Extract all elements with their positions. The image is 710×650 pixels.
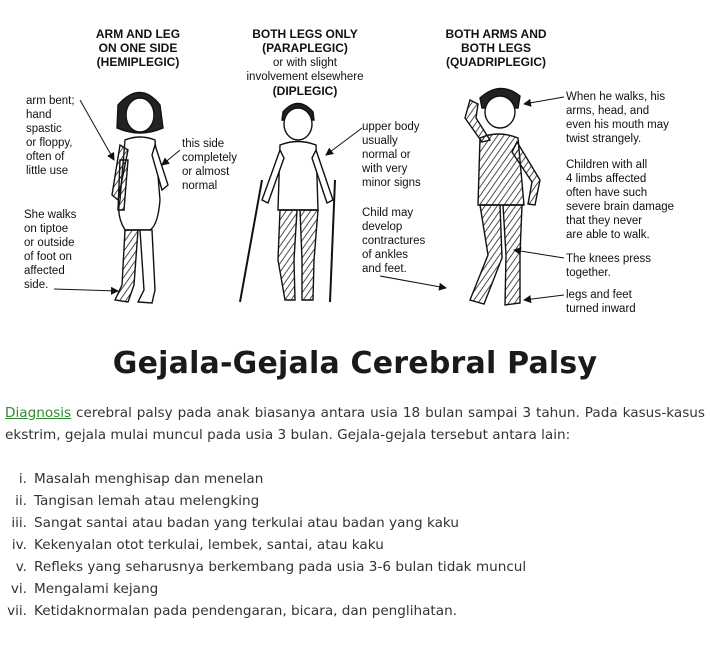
list-number: i. — [18, 471, 27, 487]
heading-line: BOTH LEGS ONLY — [252, 27, 358, 41]
intro-paragraph — [5, 402, 705, 446]
list-text: Tangisan lemah atau melengking — [34, 493, 260, 509]
list-number: iv. — [11, 537, 27, 553]
heading-diplegic — [247, 27, 364, 98]
list-number: v. — [15, 559, 27, 575]
note-line: of foot on — [24, 251, 72, 263]
list-item — [0, 578, 700, 600]
list-text: Refleks yang seharusnya berkembang pada usia 3-6 bulan tidak muncul — [34, 559, 527, 575]
note-di-upper — [361, 121, 421, 189]
note-line: together. — [566, 267, 611, 279]
note-hemi-walk — [24, 209, 77, 291]
symptoms-list — [0, 468, 700, 622]
note-line: normal — [182, 180, 218, 192]
list-text: Sangat santai atau badan yang terkulai atau badan yang kaku — [34, 515, 460, 531]
note-line: that they never — [566, 215, 643, 227]
list-item — [0, 556, 700, 578]
note-line: are able to walk. — [566, 229, 650, 241]
intro-text: cerebral palsy pada anak biasanya antara usia 18 bulan sampai 3 tahun. Pada kasus-kasus ekstrim, gejala mulai muncul pada usia 3 bulan. Gejala-gejala tersebut antara lain: — [5, 405, 705, 443]
list-text: Mengalami kejang — [34, 581, 159, 597]
diplegic-figure — [240, 104, 335, 303]
note-line: contractures — [362, 235, 426, 247]
note-line: spastic — [26, 123, 62, 135]
list-number: ii. — [15, 493, 27, 509]
note-line: upper body — [362, 121, 420, 133]
list-item — [0, 512, 700, 534]
list-number: vii. — [7, 603, 27, 619]
note-quad-brain — [566, 159, 674, 241]
list-item — [0, 534, 700, 556]
list-item — [0, 468, 700, 490]
note-line: Children with all — [566, 159, 648, 171]
note-line: hand — [26, 109, 52, 121]
note-line: of ankles — [362, 249, 409, 261]
note-quad-knees — [566, 253, 651, 279]
note-quad-walk — [566, 91, 669, 145]
list-number: iii. — [11, 515, 27, 531]
note-line: usually — [362, 135, 398, 147]
list-item — [0, 490, 700, 512]
list-text: Masalah menghisap dan menelan — [34, 471, 264, 487]
note-line: and feet. — [362, 263, 407, 275]
heading-line: (PARAPLEGIC) — [262, 41, 348, 55]
quadriplegic-figure — [465, 88, 540, 305]
note-line: 4 limbs affected — [566, 173, 647, 185]
diagnosis-link[interactable]: Diagnosis — [5, 405, 72, 421]
note-hemi-arm — [26, 95, 75, 177]
note-line: or floppy, — [26, 137, 73, 149]
note-line: severe brain damage — [566, 201, 675, 213]
heading-line: ON ONE SIDE — [98, 41, 178, 55]
note-line: often have such — [566, 187, 648, 199]
note-line: turned inward — [566, 303, 636, 315]
heading-line: (QUADRIPLEGIC) — [446, 55, 546, 69]
note-line: When he walks, his — [566, 91, 666, 103]
heading-line: or with slight — [273, 57, 337, 69]
note-line: with very — [362, 163, 408, 175]
heading-line: BOTH LEGS — [460, 41, 532, 55]
note-line: develop — [362, 221, 403, 233]
note-line: side. — [24, 279, 49, 291]
note-line: minor signs — [362, 177, 421, 189]
note-hemi-side — [182, 138, 237, 192]
heading-line: BOTH ARMS AND — [445, 27, 547, 41]
note-line: little use — [26, 165, 69, 177]
note-quad-feet — [566, 289, 636, 315]
heading-hemiplegic — [96, 27, 180, 69]
hemiplegic-figure — [112, 93, 168, 304]
note-line: this side — [182, 138, 225, 150]
note-line: even his mouth may — [566, 119, 669, 131]
note-di-contract — [362, 207, 426, 275]
note-line: or almost — [182, 166, 230, 178]
note-line: normal or — [362, 149, 411, 161]
note-line: completely — [182, 152, 237, 164]
list-item — [0, 600, 700, 622]
note-line: often of — [26, 151, 65, 163]
page-title: Gejala-Gejala Cerebral Palsy — [112, 346, 598, 381]
note-line: arms, head, and — [566, 105, 650, 117]
heading-line: (HEMIPLEGIC) — [96, 55, 180, 69]
note-line: affected — [24, 265, 65, 277]
note-line: Child may — [362, 207, 414, 219]
note-line: The knees press — [566, 253, 652, 265]
note-line: on tiptoe — [24, 223, 69, 235]
note-line: She walks — [24, 209, 77, 221]
note-line: twist strangely. — [566, 133, 642, 145]
list-text: Kekenyalan otot terkulai, lembek, santai, atau kaku — [34, 537, 384, 553]
note-line: legs and feet — [566, 289, 632, 301]
list-number: vi. — [10, 581, 27, 597]
heading-line: (DIPLEGIC) — [272, 84, 338, 98]
note-line: or outside — [24, 237, 75, 249]
heading-line: involvement elsewhere — [246, 71, 364, 83]
note-line: arm bent; — [26, 95, 75, 107]
heading-line: ARM AND LEG — [95, 27, 181, 41]
list-text: Ketidaknormalan pada pendengaran, bicara, dan penglihatan. — [34, 603, 458, 619]
heading-quadriplegic — [445, 27, 546, 69]
